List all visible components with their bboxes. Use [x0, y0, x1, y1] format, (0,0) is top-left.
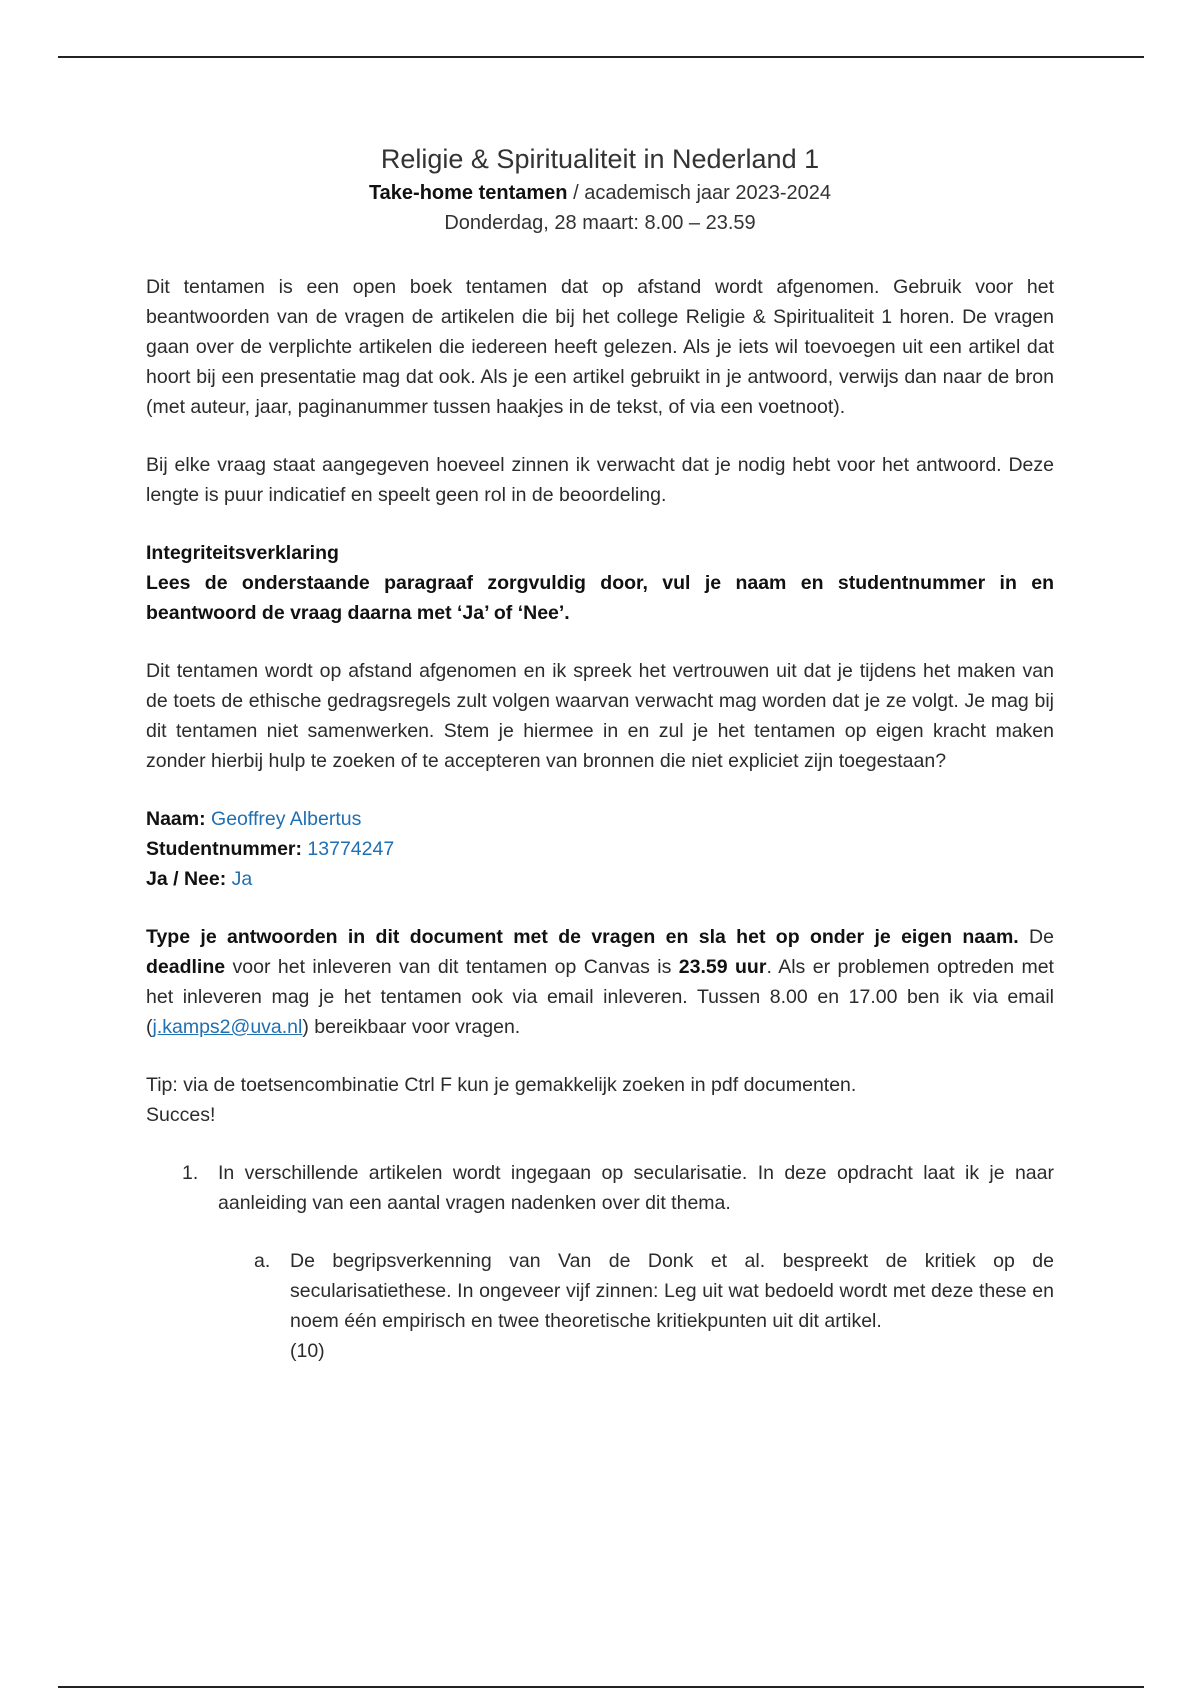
integrity-statement: Dit tentamen wordt op afstand afgenomen en ik spreek het vertrouwen uit dat je tijdens het maken van de toets de ethische gedragsregels zult volgen waarvan verwacht mag worden dat je ze volgt. Je mag bij dit tentamen niet samenwerken. Stem je hiermee in en zul je het tentamen op eigen kracht maken zonder hierbij hulp te zoeken of te accepteren van bronnen die niet expliciet zijn toegestaan? [146, 660, 1054, 772]
submission-text-de: De [1018, 926, 1054, 948]
name-field[interactable]: Geoffrey Albertus [211, 808, 362, 830]
answer-label: Ja / Nee: [146, 868, 227, 890]
submission-text-end: ) bereikbaar voor vragen. [302, 1016, 521, 1038]
bottom-rule [58, 1686, 1144, 1688]
academic-year: / academisch jaar 2023-2024 [567, 182, 832, 204]
student-details [146, 804, 1054, 894]
name-label: Naam: [146, 808, 206, 830]
student-number-row [146, 834, 1054, 864]
student-number-field[interactable]: 13774247 [307, 838, 395, 860]
subquestion-text: De begripsverkenning van Van de Donk et al. bespreekt de kritiek op de secularisatiethese. In ongeveer vijf zinnen: Leg uit wat bedoeld wordt met deze these en noem één empirisch en twee theoretische kritiekpunten uit dit artikel. [290, 1250, 1054, 1332]
deadline-word: deadline [146, 956, 226, 978]
intro-paragraph-1: Dit tentamen is een open boek tentamen dat op afstand wordt afgenomen. Gebruik voor het beantwoorden van de vragen de artikelen die bij het college Religie & Spiritualiteit 1 horen. De vragen gaan over de verplichte artikelen die iedereen heeft gelezen. Als je iets wil toevoegen uit een artikel dat hoort bij een presentatie mag dat ook. Als je een artikel gebruikt in je antwoord, verwijs dan naar de bron (met auteur, jaar, paginanummer tussen haakjes in de tekst, of via een voetnoot). [146, 276, 1054, 418]
tip-line: Tip: via de toetsencombinatie Ctrl F kun je gemakkelijk zoeken in pdf documenten. [146, 1074, 857, 1096]
question-text: In verschillende artikelen wordt ingegaan op secularisatie. In deze opdracht laat ik je naar aanleiding van een aantal vragen nadenken over dit thema. [218, 1162, 1054, 1214]
page-title: Religie & Spiritualiteit in Nederland 1 [380, 144, 820, 174]
integrity-section [146, 538, 1054, 628]
answer-row [146, 864, 1054, 894]
subquestion-points: (10) [290, 1340, 325, 1362]
intro-paragraph-2: Bij elke vraag staat aangegeven hoeveel zinnen ik verwacht dat je nodig hebt voor het antwoord. Deze lengte is puur indicatief en speelt geen rol in de beoordeling. [146, 454, 1054, 506]
subquestion-letter: a. [254, 1250, 271, 1272]
question-1 [146, 1158, 1054, 1218]
top-rule [58, 56, 1144, 58]
name-row [146, 804, 1054, 834]
question-1a [146, 1246, 1054, 1366]
document-page [146, 140, 1054, 1366]
tip-block [146, 1070, 1054, 1130]
submission-lead: Type je antwoorden in dit document met de vragen en sla het op onder je eigen naam. [146, 926, 1019, 948]
deadline-time: 23.59 uur [678, 956, 767, 978]
submission-paragraph [146, 922, 1054, 1042]
question-number: 1. [182, 1162, 199, 1184]
answer-field[interactable]: Ja [231, 868, 253, 890]
integrity-heading: Integriteitsverklaring [146, 542, 339, 564]
good-luck-line: Succes! [146, 1104, 216, 1126]
exam-type: Take-home tentamen [368, 182, 568, 204]
email-link[interactable]: j.kamps2@uva.nl [152, 1016, 303, 1038]
integrity-instruction: Lees de onderstaande paragraaf zorgvuldig door, vul je naam en studentnummer in en beantwoord de vraag daarna met ‘Ja’ of ‘Nee’. [146, 572, 1054, 624]
document-header [146, 140, 1054, 238]
exam-date: Donderdag, 28 maart: 8.00 – 23.59 [444, 212, 756, 234]
submission-text-mid: voor het inleveren van dit tentamen op Canvas is [225, 956, 679, 978]
student-number-label: Studentnummer: [146, 838, 302, 860]
submission-text-after: . Als er problemen optreden met het inleveren mag je het tentamen ook via email inleveren. Tussen 8.00 en 17.00 ben ik via email ( [146, 956, 1054, 1038]
exam-subtitle [146, 178, 1054, 208]
